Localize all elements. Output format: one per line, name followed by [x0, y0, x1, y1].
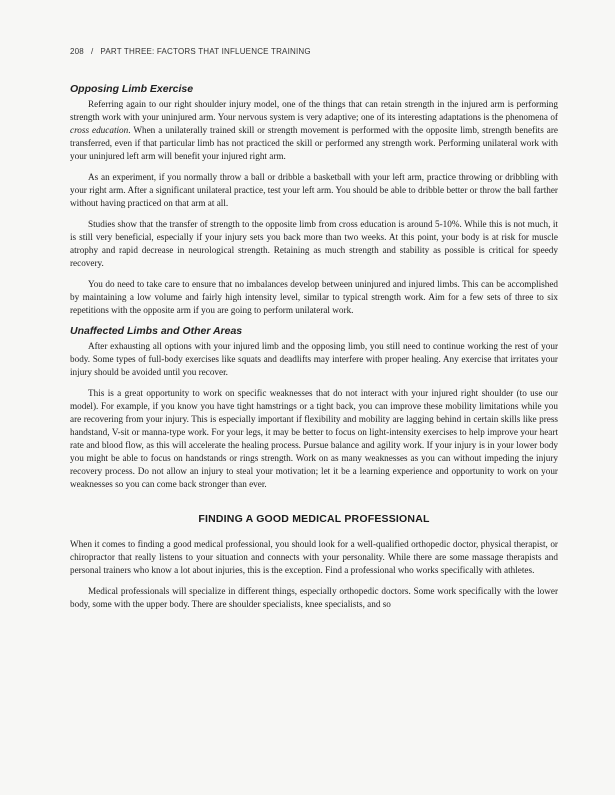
paragraph: Medical professionals will specialize in different things, especially orthopedic doctors. Some work specifically with the lower body, some with the upper body. There are shoulder specialists, knee specialists, and so	[70, 586, 558, 609]
paragraph: After exhausting all options with your injured limb and the opposing limb, you still need to continue working the rest of your body. Some types of full-body exercises like squats and deadlifts may interfere with proper healing. Any exercise that irritates your injury should be avoided until you recover.	[70, 341, 558, 377]
paragraph: You do need to take care to ensure that no imbalances develop between uninjured and injured limbs. This can be accomplished by maintaining a low volume and fairly high intensity level, similar to typical strength work. Aim for a few sets of three to six repetitions with the opposite arm if you are going to perform unilateral work.	[70, 279, 558, 315]
section-heading: FINDING A GOOD MEDICAL PROFESSIONAL	[198, 513, 430, 525]
paragraph: As an experiment, if you normally throw a ball or dribble a basketball with your left arm, practice throwing or dribbling with your right arm. After a significant unilateral practice, test your left arm. You should be able to dribble better or throw the ball farther without having practiced on that arm at all.	[70, 172, 558, 208]
paragraph	[70, 98, 558, 163]
paragraph: When it comes to finding a good medical professional, you should look for a well-qualified orthopedic doctor, physical therapist, or chiropractor that really listens to your situation and connects with your personality. While there are some massage therapists and personal trainers who know a lot about injuries, this is the exception. Find a professional who works specifically with athletes.	[70, 539, 558, 575]
page-number: 208	[70, 47, 84, 56]
paragraph: Studies show that the transfer of strength to the opposite limb from cross education is around 5-10%. While this is not much, it is still very beneficial, especially if your injury sets you back more than two weeks. At this point, your body is at risk for muscle atrophy and rapid decrease in neurological strength. Retaining as much strength and stability as possible is critical for speedy recovery.	[70, 219, 558, 268]
running-head	[70, 47, 558, 59]
subhead-unaffected-limbs: Unaffected Limbs and Other Areas	[70, 325, 243, 337]
emphasis-term: cross education	[70, 125, 129, 135]
paragraph-text: Referring again to our right shoulder injury model, one of the things that can retain strength in the injured arm is performing strength work with your uninjured arm. Your nervous system is very adaptive; one of its interesting adaptations is the phenomena of	[70, 99, 558, 122]
subhead-opposing-limb: Opposing Limb Exercise	[70, 83, 194, 95]
paragraph-text: . When a unilaterally trained skill or strength movement is performed with the opposite limb, strength benefits are transferred, even if that particular limb has not practiced the skill or performed any strength work. Performing unilateral work with your uninjured left arm will benefit your injured right arm.	[70, 125, 558, 161]
part-title: PART THREE: FACTORS THAT INFLUENCE TRAINING	[100, 47, 311, 56]
header-separator: /	[90, 47, 94, 56]
paragraph: This is a great opportunity to work on specific weaknesses that do not interact with your injured right shoulder (to use our model). For example, if you know you have tight hamstrings or a tight back, you can improve these mobility limitations while you are recovering from your injury. This is especially important if flexibility and mobility are lagging behind in certain skills like press handstand, V-sit or manna-type work. For your legs, it may be better to focus on light-intensity exercises to help improve your heart rate and blood flow, as this will accelerate the healing process. Pursue balance and agility work. If your injury is in your lower body you might be able to focus on handstands or rings strength. Work on as many weaknesses as you can without impeding the injury recovery process. Do not allow an injury to steal your motivation; let it be a learning experience and opportunity to work on your weaknesses so you can come back stronger than ever.	[70, 388, 558, 489]
